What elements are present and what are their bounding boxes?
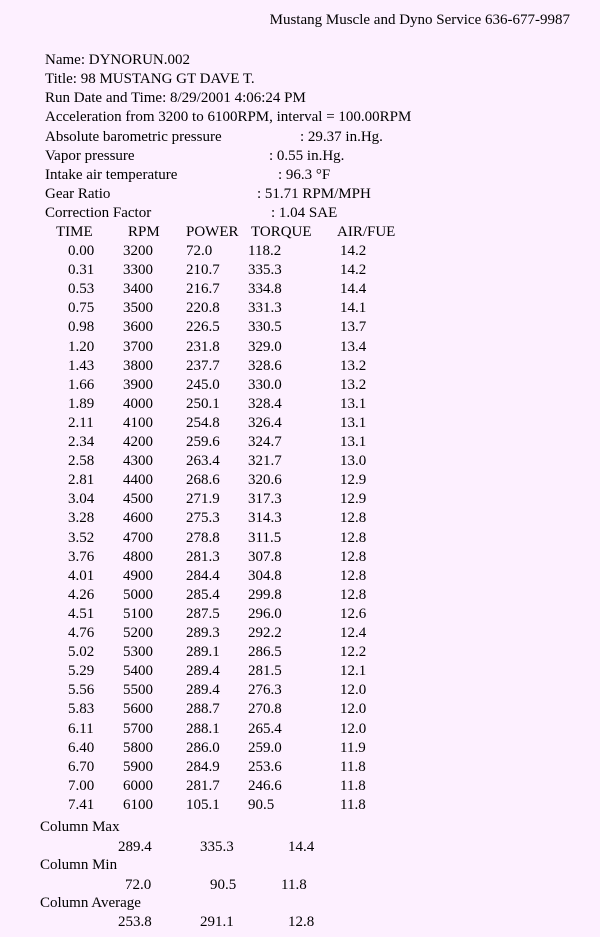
power-cell: 263.4 xyxy=(186,453,220,470)
column-header-torque: TORQUE xyxy=(251,224,312,240)
torque-cell: 265.4 xyxy=(248,720,282,737)
table-row xyxy=(0,606,600,625)
power-cell: 254.8 xyxy=(186,414,220,431)
air-fuel-cell: 14.2 xyxy=(340,262,367,279)
torque-cell: 329.0 xyxy=(248,338,282,355)
torque-cell: 317.3 xyxy=(248,491,282,508)
rpm-cell: 5400 xyxy=(123,663,153,680)
rpm-cell: 3200 xyxy=(123,243,153,259)
torque-cell: 246.6 xyxy=(248,777,282,794)
table-row xyxy=(0,396,600,415)
table-row xyxy=(0,663,600,682)
time-cell: 1.43 xyxy=(68,357,95,374)
run-date: Run Date and Time: 8/29/2001 4:06:24 PM xyxy=(45,90,306,106)
torque-cell: 296.0 xyxy=(248,605,282,622)
torque-cell: 321.7 xyxy=(248,453,282,470)
torque-cell: 330.0 xyxy=(248,376,282,393)
air-fuel-cell: 12.1 xyxy=(340,663,367,680)
power-cell: 105.1 xyxy=(186,796,220,813)
run-name: Name: DYNORUN.002 xyxy=(45,52,190,68)
table-row xyxy=(0,740,600,759)
rpm-cell: 5000 xyxy=(123,586,153,603)
table-row xyxy=(0,491,600,510)
table-row xyxy=(0,510,600,529)
time-cell: 2.81 xyxy=(68,472,95,489)
time-cell: 0.31 xyxy=(68,262,95,279)
table-row xyxy=(0,568,600,587)
table-row xyxy=(0,682,600,701)
power-cell: 216.7 xyxy=(186,281,220,298)
column-header-power: POWER xyxy=(186,224,239,240)
torque-cell: 286.5 xyxy=(248,644,282,661)
torque-cell: 326.4 xyxy=(248,414,282,431)
column-header-air-fuel: AIR/FUE xyxy=(337,224,396,240)
torque-cell: 311.5 xyxy=(248,529,282,546)
gear-label: Gear Ratio xyxy=(45,186,111,202)
table-row xyxy=(0,319,600,338)
power-cell: 250.1 xyxy=(186,395,220,412)
table-row xyxy=(0,339,600,358)
time-cell: 0.53 xyxy=(68,281,95,298)
column-average-label: Column Average xyxy=(40,895,141,911)
time-cell: 3.76 xyxy=(68,548,95,565)
time-cell: 6.11 xyxy=(68,720,94,737)
table-row xyxy=(0,453,600,472)
avg-torque: 291.1 xyxy=(200,914,234,930)
table-row xyxy=(0,778,600,797)
torque-cell: 328.6 xyxy=(248,357,282,374)
air-fuel-cell: 12.8 xyxy=(340,510,367,527)
power-cell: 285.4 xyxy=(186,586,220,603)
rpm-cell: 5800 xyxy=(123,739,153,756)
air-fuel-cell: 11.9 xyxy=(340,739,366,756)
column-min-label: Column Min xyxy=(40,857,118,873)
rpm-cell: 4900 xyxy=(123,567,153,584)
power-cell: 281.3 xyxy=(186,548,220,565)
rpm-cell: 4500 xyxy=(123,491,153,508)
torque-cell: 90.5 xyxy=(248,796,275,813)
air-fuel-cell: 11.8 xyxy=(340,796,366,813)
power-cell: 288.1 xyxy=(186,720,220,737)
air-fuel-cell: 11.8 xyxy=(340,777,366,794)
baro-row xyxy=(45,129,465,146)
air-fuel-cell: 13.1 xyxy=(340,434,367,450)
power-cell: 237.7 xyxy=(186,357,220,374)
rpm-cell: 5700 xyxy=(123,720,153,737)
gear-row xyxy=(45,186,465,203)
rpm-cell: 3800 xyxy=(123,357,153,374)
rpm-cell: 5100 xyxy=(123,605,153,622)
avg-air-fuel: 12.8 xyxy=(288,914,315,930)
torque-cell: 281.5 xyxy=(248,663,282,680)
rpm-cell: 3300 xyxy=(123,262,153,279)
rpm-cell: 5300 xyxy=(123,644,153,661)
rpm-cell: 3400 xyxy=(123,281,153,298)
torque-cell: 259.0 xyxy=(248,739,282,756)
power-cell: 281.7 xyxy=(186,777,220,794)
power-cell: 278.8 xyxy=(186,529,220,546)
run-title: Title: 98 MUSTANG GT DAVE T. xyxy=(45,71,255,87)
time-cell: 5.56 xyxy=(68,682,95,699)
max-torque: 335.3 xyxy=(200,839,234,855)
power-cell: 210.7 xyxy=(186,262,220,279)
max-air-fuel: 14.4 xyxy=(288,839,315,855)
torque-cell: 292.2 xyxy=(248,625,282,641)
table-row xyxy=(0,415,600,434)
torque-cell: 328.4 xyxy=(248,395,282,412)
min-power: 72.0 xyxy=(125,877,152,893)
air-fuel-cell: 12.9 xyxy=(340,472,367,489)
time-cell: 5.29 xyxy=(68,663,95,680)
correction-row xyxy=(45,205,465,222)
time-cell: 2.34 xyxy=(68,434,95,450)
time-cell: 3.52 xyxy=(68,529,95,546)
air-fuel-cell: 12.9 xyxy=(340,491,367,508)
torque-cell: 118.2 xyxy=(248,243,282,259)
correction-value: : 1.04 SAE xyxy=(271,205,338,221)
time-cell: 5.02 xyxy=(68,644,95,661)
correction-label: Correction Factor xyxy=(45,205,152,221)
rpm-cell: 3600 xyxy=(123,319,153,336)
air-fuel-cell: 13.2 xyxy=(340,357,367,374)
power-cell: 259.6 xyxy=(186,434,220,450)
rpm-cell: 4800 xyxy=(123,548,153,565)
air-fuel-cell: 12.4 xyxy=(340,625,367,641)
table-row xyxy=(0,644,600,663)
table-row xyxy=(0,759,600,778)
time-cell: 0.98 xyxy=(68,319,95,336)
air-fuel-cell: 12.8 xyxy=(340,586,367,603)
table-row xyxy=(0,377,600,396)
power-cell: 288.7 xyxy=(186,701,220,718)
time-cell: 5.83 xyxy=(68,701,95,718)
power-cell: 287.5 xyxy=(186,605,220,622)
time-cell: 4.76 xyxy=(68,625,95,641)
rpm-cell: 4000 xyxy=(123,395,153,412)
avg-power: 253.8 xyxy=(118,914,152,930)
torque-cell: 330.5 xyxy=(248,319,282,336)
air-fuel-cell: 12.8 xyxy=(340,529,367,546)
air-fuel-cell: 13.1 xyxy=(340,395,367,412)
rpm-cell: 4400 xyxy=(123,472,153,489)
vapor-row xyxy=(45,148,465,165)
time-cell: 4.51 xyxy=(68,605,95,622)
time-cell: 6.40 xyxy=(68,739,95,756)
intake-row xyxy=(45,167,465,184)
time-cell: 4.01 xyxy=(68,567,95,584)
baro-value: : 29.37 in.Hg. xyxy=(300,129,383,145)
table-row xyxy=(0,281,600,300)
table-row xyxy=(0,721,600,740)
time-cell: 2.58 xyxy=(68,453,95,470)
torque-cell: 270.8 xyxy=(248,701,282,718)
torque-cell: 334.8 xyxy=(248,281,282,298)
rpm-cell: 6000 xyxy=(123,777,153,794)
table-row xyxy=(0,300,600,319)
torque-cell: 304.8 xyxy=(248,567,282,584)
rpm-cell: 5500 xyxy=(123,682,153,699)
table-row xyxy=(0,530,600,549)
table-row xyxy=(0,358,600,377)
time-cell: 3.28 xyxy=(68,510,95,527)
table-row xyxy=(0,549,600,568)
power-cell: 275.3 xyxy=(186,510,220,527)
power-cell: 284.9 xyxy=(186,758,220,775)
torque-cell: 299.8 xyxy=(248,586,282,603)
air-fuel-cell: 12.8 xyxy=(340,567,367,584)
time-cell: 4.26 xyxy=(68,586,95,603)
rpm-cell: 4700 xyxy=(123,529,153,546)
power-cell: 289.1 xyxy=(186,644,220,661)
air-fuel-cell: 13.4 xyxy=(340,338,367,355)
air-fuel-cell: 14.1 xyxy=(340,300,367,317)
air-fuel-cell: 13.1 xyxy=(340,414,367,431)
rpm-cell: 5200 xyxy=(123,625,153,641)
time-cell: 7.00 xyxy=(68,777,95,794)
acceleration-range: Acceleration from 3200 to 6100RPM, interval = 100.00RPM xyxy=(45,109,412,125)
rpm-cell: 4600 xyxy=(123,510,153,527)
table-row xyxy=(0,434,600,453)
air-fuel-cell: 11.8 xyxy=(340,758,366,775)
table-row xyxy=(0,472,600,491)
vapor-value: : 0.55 in.Hg. xyxy=(269,148,345,164)
torque-cell: 335.3 xyxy=(248,262,282,279)
air-fuel-cell: 12.0 xyxy=(340,720,367,737)
air-fuel-cell: 12.6 xyxy=(340,605,367,622)
rpm-cell: 4100 xyxy=(123,414,153,431)
max-power: 289.4 xyxy=(118,839,152,855)
time-cell: 6.70 xyxy=(68,758,95,775)
rpm-cell: 5600 xyxy=(123,701,153,718)
rpm-cell: 6100 xyxy=(123,796,153,813)
time-cell: 1.20 xyxy=(68,338,95,355)
power-cell: 289.4 xyxy=(186,682,220,699)
table-row xyxy=(0,625,600,644)
table-row xyxy=(0,797,600,816)
power-cell: 226.5 xyxy=(186,319,220,336)
table-row xyxy=(0,587,600,606)
vapor-label: Vapor pressure xyxy=(45,148,135,164)
time-cell: 0.75 xyxy=(68,300,95,317)
air-fuel-cell: 12.8 xyxy=(340,548,367,565)
min-air-fuel: 11.8 xyxy=(281,877,307,893)
power-cell: 271.9 xyxy=(186,491,220,508)
intake-value: : 96.3 °F xyxy=(278,167,331,183)
min-torque: 90.5 xyxy=(210,877,237,893)
rpm-cell: 5900 xyxy=(123,758,153,775)
time-cell: 0.00 xyxy=(68,243,95,259)
torque-cell: 320.6 xyxy=(248,472,282,489)
air-fuel-cell: 12.0 xyxy=(340,701,367,718)
rpm-cell: 3500 xyxy=(123,300,153,317)
time-cell: 2.11 xyxy=(68,414,94,431)
torque-cell: 307.8 xyxy=(248,548,282,565)
air-fuel-cell: 12.2 xyxy=(340,644,367,661)
power-cell: 245.0 xyxy=(186,376,220,393)
table-row xyxy=(0,243,600,262)
air-fuel-cell: 13.0 xyxy=(340,453,367,470)
column-max-label: Column Max xyxy=(40,819,120,835)
power-cell: 72.0 xyxy=(186,243,213,259)
air-fuel-cell: 12.0 xyxy=(340,682,367,699)
rpm-cell: 4300 xyxy=(123,453,153,470)
time-cell: 1.89 xyxy=(68,395,95,412)
torque-cell: 314.3 xyxy=(248,510,282,527)
time-cell: 1.66 xyxy=(68,376,95,393)
torque-cell: 253.6 xyxy=(248,758,282,775)
column-header-time: TIME xyxy=(56,224,93,240)
power-cell: 220.8 xyxy=(186,300,220,317)
power-cell: 289.3 xyxy=(186,625,220,641)
table-row xyxy=(0,701,600,720)
power-cell: 268.6 xyxy=(186,472,220,489)
power-cell: 231.8 xyxy=(186,338,220,355)
time-cell: 7.41 xyxy=(68,796,95,813)
gear-value: : 51.71 RPM/MPH xyxy=(257,186,371,202)
air-fuel-cell: 13.2 xyxy=(340,376,367,393)
air-fuel-cell: 14.4 xyxy=(340,281,367,298)
torque-cell: 324.7 xyxy=(248,434,282,450)
intake-label: Intake air temperature xyxy=(45,167,178,183)
rpm-cell: 3900 xyxy=(123,376,153,393)
table-row xyxy=(0,262,600,281)
power-cell: 284.4 xyxy=(186,567,220,584)
time-cell: 3.04 xyxy=(68,491,95,508)
column-header-rpm: RPM xyxy=(128,224,160,240)
power-cell: 289.4 xyxy=(186,663,220,680)
air-fuel-cell: 14.2 xyxy=(340,243,367,259)
baro-label: Absolute barometric pressure xyxy=(45,129,222,145)
torque-cell: 276.3 xyxy=(248,682,282,699)
air-fuel-cell: 13.7 xyxy=(340,319,367,336)
rpm-cell: 3700 xyxy=(123,338,153,355)
shop-header: Mustang Muscle and Dyno Service 636-677-9987 xyxy=(269,12,570,28)
torque-cell: 331.3 xyxy=(248,300,282,317)
rpm-cell: 4200 xyxy=(123,434,153,450)
power-cell: 286.0 xyxy=(186,739,220,756)
